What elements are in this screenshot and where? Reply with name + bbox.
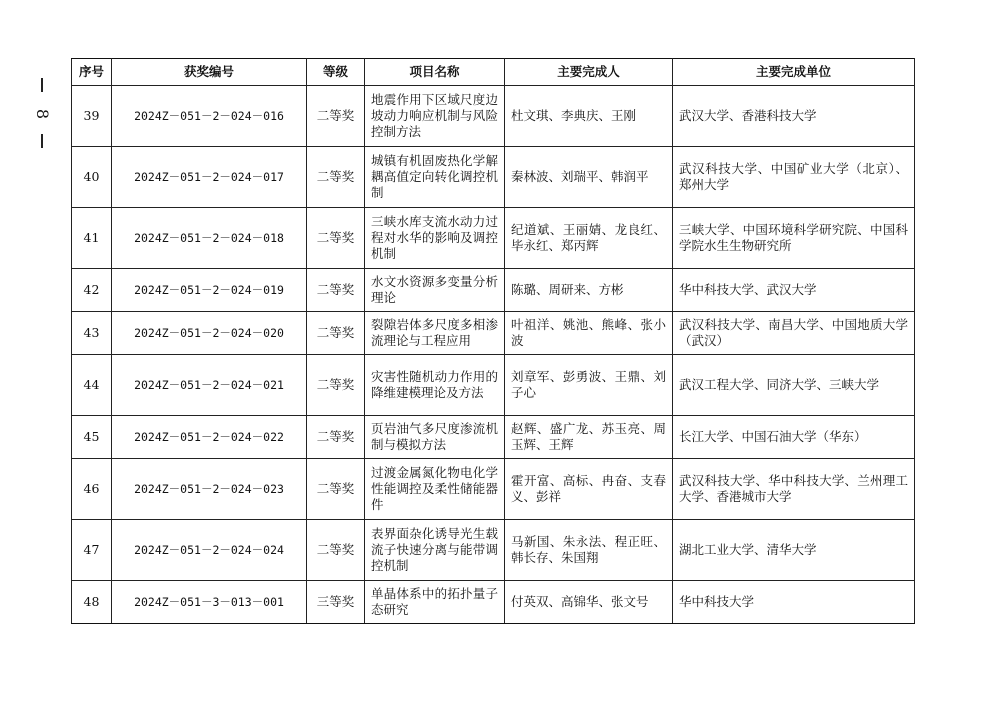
cell-seq: 40 — [72, 147, 112, 208]
page-number-dash-top — [41, 78, 43, 92]
cell-contributors: 叶祖洋、姚池、熊峰、张小波 — [505, 312, 673, 355]
table-row — [72, 520, 915, 581]
cell-project-name: 过渡金属氮化物电化学性能调控及柔性储能器件 — [365, 459, 505, 520]
cell-award-code: 2024Z－051－2－024－017 — [112, 147, 307, 208]
table-header-row — [72, 59, 915, 86]
cell-grade: 二等奖 — [307, 147, 365, 208]
cell-project-name: 三峡水库支流水动力过程对水华的影响及调控机制 — [365, 208, 505, 269]
header-grade: 等级 — [307, 59, 365, 86]
table-row — [72, 312, 915, 355]
header-main-units: 主要完成单位 — [673, 59, 915, 86]
cell-award-code: 2024Z－051－2－024－024 — [112, 520, 307, 581]
cell-units: 华中科技大学 — [673, 581, 915, 624]
cell-units: 湖北工业大学、清华大学 — [673, 520, 915, 581]
cell-grade: 二等奖 — [307, 208, 365, 269]
cell-award-code: 2024Z－051－2－024－020 — [112, 312, 307, 355]
cell-grade: 二等奖 — [307, 416, 365, 459]
cell-contributors: 马新国、朱永法、程正旺、韩长存、朱国翔 — [505, 520, 673, 581]
cell-seq: 46 — [72, 459, 112, 520]
cell-project-name: 表界面杂化诱导光生载流子快速分离与能带调控机制 — [365, 520, 505, 581]
cell-grade: 二等奖 — [307, 459, 365, 520]
cell-units: 武汉科技大学、南昌大学、中国地质大学（武汉） — [673, 312, 915, 355]
cell-units: 华中科技大学、武汉大学 — [673, 269, 915, 312]
cell-award-code: 2024Z－051－3－013－001 — [112, 581, 307, 624]
cell-contributors: 秦林波、刘瑞平、韩润平 — [505, 147, 673, 208]
cell-award-code: 2024Z－051－2－024－016 — [112, 86, 307, 147]
table-row — [72, 86, 915, 147]
header-award-code: 获奖编号 — [112, 59, 307, 86]
table-row — [72, 355, 915, 416]
cell-contributors: 纪道斌、王丽婧、龙良红、毕永红、郑丙辉 — [505, 208, 673, 269]
cell-project-name: 灾害性随机动力作用的降维建模理论及方法 — [365, 355, 505, 416]
cell-project-name: 地震作用下区域尺度边坡动力响应机制与风险控制方法 — [365, 86, 505, 147]
table-row — [72, 459, 915, 520]
header-project-name: 项目名称 — [365, 59, 505, 86]
cell-award-code: 2024Z－051－2－024－018 — [112, 208, 307, 269]
cell-seq: 47 — [72, 520, 112, 581]
cell-grade: 二等奖 — [307, 269, 365, 312]
cell-project-name: 水文水资源多变量分析理论 — [365, 269, 505, 312]
cell-seq: 39 — [72, 86, 112, 147]
cell-units: 武汉科技大学、中国矿业大学（北京）、郑州大学 — [673, 147, 915, 208]
cell-contributors: 杜文琪、李典庆、王刚 — [505, 86, 673, 147]
cell-award-code: 2024Z－051－2－024－023 — [112, 459, 307, 520]
cell-project-name: 裂隙岩体多尺度多相渗流理论与工程应用 — [365, 312, 505, 355]
header-seq: 序号 — [72, 59, 112, 86]
page-number-marker — [22, 78, 62, 158]
cell-grade: 二等奖 — [307, 86, 365, 147]
cell-units: 长江大学、中国石油大学（华东） — [673, 416, 915, 459]
cell-seq: 44 — [72, 355, 112, 416]
cell-contributors: 付英双、高锦华、张文号 — [505, 581, 673, 624]
cell-units: 武汉大学、香港科技大学 — [673, 86, 915, 147]
cell-award-code: 2024Z－051－2－024－021 — [112, 355, 307, 416]
cell-units: 武汉工程大学、同济大学、三峡大学 — [673, 355, 915, 416]
awards-table — [71, 58, 915, 624]
cell-project-name: 页岩油气多尺度渗流机制与模拟方法 — [365, 416, 505, 459]
table-row — [72, 147, 915, 208]
table-row — [72, 208, 915, 269]
cell-units: 三峡大学、中国环境科学研究院、中国科学院水生生物研究所 — [673, 208, 915, 269]
table-row — [72, 416, 915, 459]
cell-project-name: 城镇有机固废热化学解耦高值定向转化调控机制 — [365, 147, 505, 208]
cell-seq: 43 — [72, 312, 112, 355]
cell-award-code: 2024Z－051－2－024－019 — [112, 269, 307, 312]
header-main-contributors: 主要完成人 — [505, 59, 673, 86]
page-number: 8 — [33, 108, 52, 120]
cell-contributors: 陈璐、周研来、方彬 — [505, 269, 673, 312]
cell-seq: 41 — [72, 208, 112, 269]
table-row — [72, 269, 915, 312]
cell-grade: 三等奖 — [307, 581, 365, 624]
page-number-dash-bottom — [41, 134, 43, 148]
cell-grade: 二等奖 — [307, 520, 365, 581]
cell-grade: 二等奖 — [307, 355, 365, 416]
cell-seq: 45 — [72, 416, 112, 459]
cell-award-code: 2024Z－051－2－024－022 — [112, 416, 307, 459]
cell-project-name: 单晶体系中的拓扑量子态研究 — [365, 581, 505, 624]
cell-seq: 48 — [72, 581, 112, 624]
cell-seq: 42 — [72, 269, 112, 312]
cell-contributors: 刘章军、彭勇波、王鼎、刘子心 — [505, 355, 673, 416]
table-row — [72, 581, 915, 624]
cell-units: 武汉科技大学、华中科技大学、兰州理工大学、香港城市大学 — [673, 459, 915, 520]
cell-contributors: 赵辉、盛广龙、苏玉亮、周玉辉、王辉 — [505, 416, 673, 459]
cell-contributors: 霍开富、高标、冉奋、支春义、彭祥 — [505, 459, 673, 520]
cell-grade: 二等奖 — [307, 312, 365, 355]
